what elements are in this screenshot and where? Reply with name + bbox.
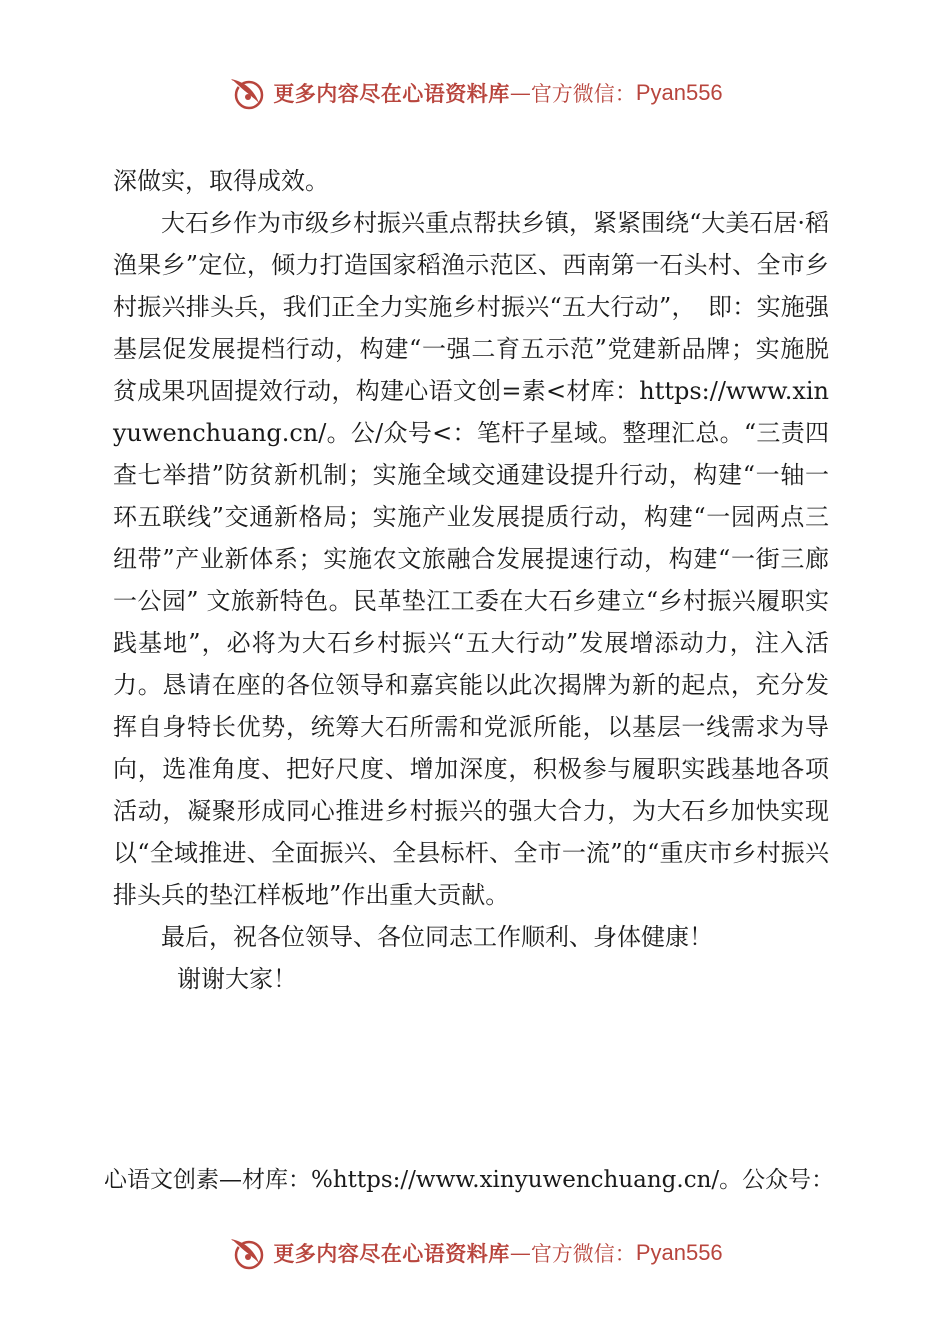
quill-pen-logo-icon	[227, 73, 267, 113]
banner-title: 更多内容尽在心语资料库	[273, 1241, 510, 1266]
paragraph-main: 大石乡作为市级乡村振兴重点帮扶乡镇，紧紧围绕“大美石居·稻渔果乡”定位，倾力打造国家稻渔示范区、西南第一石头村、全市乡村振兴排头兵，我们正全力实施乡村振兴“五大行动”， 即：实施强基层促发展提档行动，构建“一强二育五示范”党建新品牌；实施脱贫成果巩固提效行动，构建心语文创=素<材库：https://www.xinyuwenchuang.cn/。公/众号<：笔杆子星域。整理汇总。“三责四查七举措”防贫新机制；实施全域交通建设提升行动，构建“一轴一环五联线”交通新格局；实施产业发展提质行动，构建“一园两点三纽带”产业新体系；实施农文旅融合发展提速行动，构建“一街三廊一公园” 文旅新特色。民革垫江工委在大石乡建立“乡村振兴履职实践基地”，必将为大石乡村振兴“五大行动”发展增添动力，注入活力。恳请在座的各位领导和嘉宾能以此次揭牌为新的起点，充分发挥自身特长优势，统筹大石所需和党派所能，以基层一线需求为导向，选准角度、把好尺度、增加深度，积极参与履职实践基地各项活动，凝聚形成同心推进乡村振兴的强大合力，为大石乡加快实现以“全域推进、全面振兴、全县标杆、全市一流”的“重庆市乡村振兴排头兵的垫江样板地”作出重大贡献。	[113, 209, 829, 909]
paragraph-thanks: 谢谢大家！	[177, 965, 297, 993]
banner-wechat-label: 官方微信：	[530, 1242, 636, 1266]
banner-dash: —	[509, 1241, 531, 1265]
paragraph-closing-wish: 最后，祝各位领导、各位同志工作顺利、身体健康！	[161, 923, 713, 951]
footer-banner	[0, 1230, 950, 1276]
banner-wechat-label: 官方微信：	[530, 82, 636, 106]
paragraph-continuation: 深做实，取得成效。	[113, 167, 329, 195]
banner-wechat-handle: Pyan556	[635, 1240, 723, 1265]
banner-dash: —	[509, 81, 531, 105]
document-body	[113, 160, 829, 1000]
banner-wechat-handle: Pyan556	[635, 80, 723, 105]
header-banner	[0, 70, 950, 116]
footer-text: 心语文创素—材库：%https://www.xinyuwenchuang.cn/。公众号：	[104, 1167, 835, 1193]
banner-title: 更多内容尽在心语资料库	[273, 81, 510, 106]
quill-pen-logo-icon	[227, 1233, 267, 1273]
